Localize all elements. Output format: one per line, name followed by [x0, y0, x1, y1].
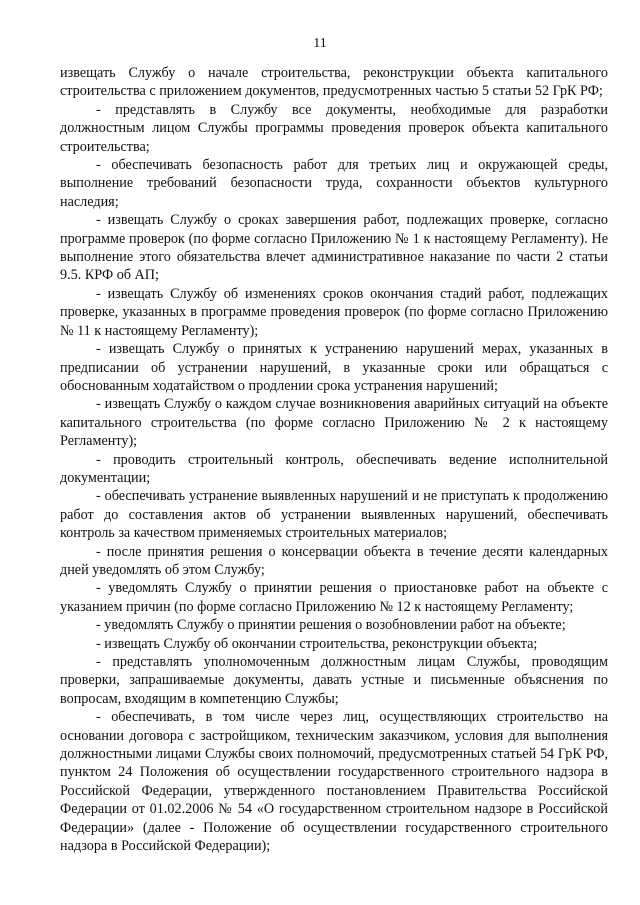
paragraph-suspension-notice: - уведомлять Службу о принятии решения о приостановке работ на объекте с указанием причин (по форме согласно Приложению № 12 к настоящему Регламенту;: [60, 580, 608, 615]
paragraph-resumption-notice: - уведомлять Службу о принятии решения о возобновлении работ на объекте;: [96, 617, 566, 634]
paragraph-notify-remedial-measures: - извещать Службу о принятых к устранению нарушений мерах, указанных в предписании об устранении нарушений, в указанные сроки или обращаться с обоснованным ходатайством о продлении срока устранения нарушений;: [60, 341, 608, 394]
paragraph-notify-emergencies: - извещать Службу о каждом случае возникновения аварийных ситуаций на объекте капитального строительства (по форме согласно Приложению № 2 к настоящему Регламенту);: [60, 396, 608, 450]
page-number: 11: [313, 36, 327, 51]
paragraph-completion-notice: - извещать Службу об окончании строительства, реконструкции объекта;: [96, 635, 538, 652]
paragraph-provide-documents: - представлять уполномоченным должностным лицам Службы, проводящим проверки, запрашиваемые документы, давать устные и письменные объяснения по вопросам, входящим в компетенцию Службы;: [60, 654, 608, 707]
body-text: [60, 64, 608, 855]
paragraph-notify-stage-changes: - извещать Службу об изменениях сроков окончания стадий работ, подлежащих проверке, указанных в программе проведения проверок (по форме согласно Приложению № 11 к настоящему Регламенту);: [60, 285, 608, 339]
paragraph-submit-documents: - представлять в Службу все документы, необходимые для разработки должностным лицом Службы программы проведения проверок объекта капитального строительства;: [60, 101, 608, 155]
paragraph-construction-control: - проводить строительный контроль, обеспечивать ведение исполнительной документации;: [60, 451, 608, 486]
paragraph-conservation-notice: - после принятия решения о консервации объекта в течение десяти календарных дней уведомлять об этом Службу;: [60, 543, 608, 578]
paragraph-ensure-safety: - обеспечивать безопасность работ для третьих лиц и окружающей среды, выполнение требований безопасности труда, сохранности объектов культурного наследия;: [60, 157, 608, 210]
paragraph-eliminate-violations: - обеспечивать устранение выявленных нарушений и не приступать к продолжению работ до составления актов об устранении выявленных нарушений, обеспечивать контроль за качеством применяемых строительных материалов;: [60, 488, 608, 542]
paragraph-notify-construction-start: извещать Службу о начале строительства, реконструкции объекта капитального строительства с приложением документов, предусмотренных частью 5 статьи 52 ГрК РФ;: [60, 65, 608, 100]
paragraph-notify-completion-dates: - извещать Службу о сроках завершения работ, подлежащих проверке, согласно программе проверок (по форме согласно Приложению № 1 к настоящему Регламенту). Не выполнение этого обязательства влечет административное наказание по части 2 статьи 9.5. КРФ об АП;: [60, 212, 608, 284]
paragraph-ensure-conditions: - обеспечивать, в том числе через лиц, осуществляющих строительство на основании договора с застройщиком, техническим заказчиком, условия для выполнения должностными лицами Службы своих полномочий, предусмотренных статьей 54 ГрК РФ, пунктом 24 Положения об осуществлении государственного строительного надзора в Российской Федерации, утвержденного постановлением Правительства Российской Федерации от 01.02.2006 № 54 «О государственном строительном надзоре в Российской Федерации» (далее - Положение об осуществлении государственного строительного надзора в Российской Федерации);: [60, 709, 608, 855]
